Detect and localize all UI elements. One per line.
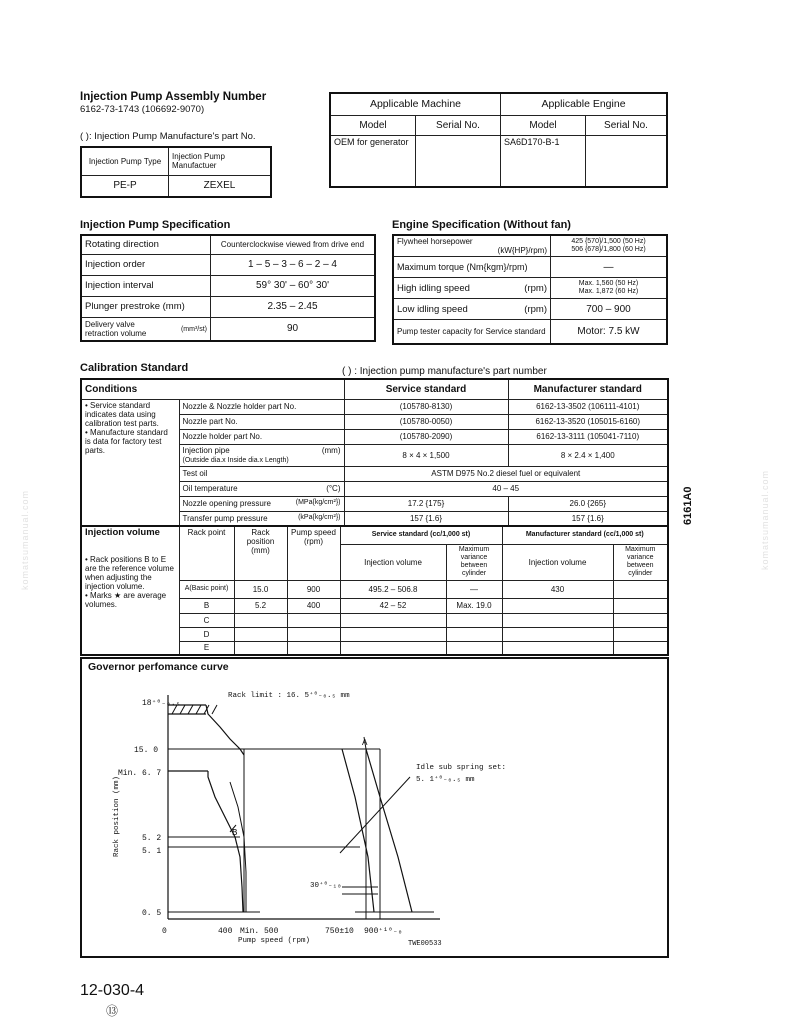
engine-serial-header: Serial No. xyxy=(586,115,668,135)
row-a-mfr-var xyxy=(613,580,668,598)
cond-mfr-3: 8 × 2.4 × 1,400 xyxy=(508,444,668,466)
slope-label: 30⁺⁰₋₁₀ xyxy=(310,882,342,890)
row-a-service: 495.2 – 506.8 xyxy=(340,580,446,598)
service-note: • Service standard indicates data using calibration test parts. xyxy=(85,400,159,428)
row-b-pos: 5.2 xyxy=(234,598,287,613)
engine-spec-title: Engine Specification (Without fan) xyxy=(392,219,571,231)
cond-service-7: 157 {1.6} xyxy=(344,511,508,526)
delivery-value: 90 xyxy=(211,317,376,341)
y-axis-label: Rack position (mm) xyxy=(113,775,121,857)
x-axis-label: Pump speed (rpm) xyxy=(238,937,311,945)
cond-unit-6: (MPa{kg/cm²}) xyxy=(295,499,341,506)
y-tick-15: 15. 0 xyxy=(134,746,159,755)
cond-service-0: (105780-8130) xyxy=(344,399,508,414)
order-label: Injection order xyxy=(81,254,211,275)
y-tick-5-1: 5. 1 xyxy=(142,847,162,856)
pump-mfr-header: Injection Pump Manufactuer xyxy=(169,147,272,175)
mfr-inj-header: Injection volume xyxy=(502,544,613,580)
y-tick-6-7: Min. 6. 7 xyxy=(118,769,162,778)
interval-label: Injection interval xyxy=(81,275,211,296)
row-a-pos: 15.0 xyxy=(234,580,287,598)
tester-value: Motor: 7.5 kW xyxy=(551,320,668,344)
calibration-table xyxy=(80,378,669,527)
cond-unit-5: (°C) xyxy=(326,484,341,493)
pump-speed-header: Pump speed (rpm) xyxy=(287,526,340,580)
pump-mfr-value: ZEXEL xyxy=(169,175,272,197)
flywheel-label: Flywheel horsepower xyxy=(397,237,473,246)
watermark-right: komatsumanual.com xyxy=(760,469,770,570)
rack-limit-label: Rack limit : 16. 5⁺⁰₋₀.₅ mm xyxy=(228,692,350,700)
flywheel-value-50: 425 {570}/1,500 (50 Hz) xyxy=(571,238,646,245)
assembly-title: Injection Pump Assembly Number xyxy=(80,91,267,103)
cond-service-6: 17.2 {175} xyxy=(344,496,508,511)
conditions-header: Conditions xyxy=(81,379,344,399)
watermark-left: komatsumanual.com xyxy=(20,489,30,590)
side-code: 6161A0 xyxy=(682,486,694,525)
tester-label: Pump tester capacity for Service standard xyxy=(393,320,551,344)
x-tick-750: 750±10 xyxy=(325,927,354,936)
cond-mfr-0: 6162-13-3502 (106111-4101) xyxy=(508,399,668,414)
cond-label-6: Nozzle opening pressure xyxy=(182,499,271,508)
row-b-service: 42 – 52 xyxy=(340,598,446,613)
idle-label: Idle sub spring set: xyxy=(416,764,507,772)
calibration-title: Calibration Standard xyxy=(80,362,189,374)
cond-label-1: Nozzle part No. xyxy=(179,414,344,429)
machine-model-value: OEM for generator xyxy=(330,135,416,187)
injection-volume-table xyxy=(80,525,669,656)
x-tick-400: 400 xyxy=(218,927,233,936)
cond-service-3: 8 × 4 × 1,500 xyxy=(344,444,508,466)
cond-label-5: Oil temperature xyxy=(182,484,238,493)
row-b-point: B xyxy=(179,598,234,613)
calibration-note: ( ) : Injection pump manufacture's part number xyxy=(342,366,547,377)
row-b-mfr xyxy=(502,598,613,613)
delivery-unit: (mm³/st) xyxy=(180,325,207,333)
mfr-note: • Manufacture standard is data for factory test parts. xyxy=(85,427,168,455)
rack-note: • Rack positions B to E are the reference volume when adjusting the injection volume. xyxy=(85,555,174,591)
low-idle-label: Low idling speed xyxy=(397,303,468,315)
torque-value: — xyxy=(551,257,668,278)
cond-both-5: 40 – 45 xyxy=(344,481,668,496)
service-var-header: Maximum variance between cylinder xyxy=(446,544,502,580)
interval-value: 59° 30' – 60° 30' xyxy=(211,275,376,296)
part-no-note: ( ): Injection Pump Manufacture's part No. xyxy=(80,131,256,142)
high-idle-label: High idling speed xyxy=(397,282,470,294)
cond-service-2: (105780-2090) xyxy=(344,429,508,444)
delivery-label: Delivery valve retraction volume xyxy=(85,319,147,338)
x-tick-900: 900⁺¹⁰₋₀ xyxy=(364,927,403,936)
idle-value: 5. 1⁺⁰₋₀.₅ mm xyxy=(416,776,475,784)
assembly-number: 6162-73-1743 (106692-9070) xyxy=(80,104,205,115)
cond-mfr-7: 157 {1.6} xyxy=(508,511,668,526)
page-number: 12-030-4 xyxy=(80,982,145,999)
engine-spec-table xyxy=(392,234,668,345)
service-std-header: Service standard xyxy=(344,379,508,399)
figure-code: TWE00533 xyxy=(408,940,442,948)
row-d-point: D xyxy=(179,627,234,641)
prestroke-value: 2.35 – 2.45 xyxy=(211,296,376,317)
injection-volume-title: Injection volume xyxy=(85,527,160,538)
row-e-point: E xyxy=(179,641,234,655)
row-a-point: A(Basic point) xyxy=(179,580,234,598)
cond-service-1: (105780-0050) xyxy=(344,414,508,429)
flywheel-unit: (kW{HP}/rpm) xyxy=(497,246,547,255)
prestroke-label: Plunger prestroke (mm) xyxy=(81,296,211,317)
pump-type-value: PE-P xyxy=(81,175,169,197)
rack-point-header: Rack point xyxy=(179,526,234,580)
cond-label-4: Test oil xyxy=(179,466,344,481)
y-tick-18: 18⁺⁰₋₀.₅ xyxy=(142,699,181,708)
row-a-mfr: 430 xyxy=(502,580,613,598)
pump-type-header: Injection Pump Type xyxy=(81,147,169,175)
point-b-label: B xyxy=(232,828,238,838)
x-tick-500: Min. 500 xyxy=(240,927,279,936)
machine-model-header: Model xyxy=(330,115,416,135)
point-a-label: A xyxy=(362,738,368,748)
flywheel-value-60: 506 {678}/1,800 (60 Hz) xyxy=(571,246,646,253)
rotating-value: Counterclockwise viewed from drive end xyxy=(211,235,376,254)
machine-serial-header: Serial No. xyxy=(416,115,501,135)
cond-both-4: ASTM D975 No.2 diesel fuel or equivalent xyxy=(344,466,668,481)
mfr-var-header: Maximum variance between cylinder xyxy=(613,544,668,580)
row-a-service-var: — xyxy=(446,580,502,598)
cond-label-0: Nozzle & Nozzle holder part No. xyxy=(179,399,344,414)
row-b-speed: 400 xyxy=(287,598,340,613)
governor-curve xyxy=(80,657,669,957)
service-volume-header: Service standard (cc/1,000 st) xyxy=(340,526,502,544)
cond-mfr-6: 26.0 {265} xyxy=(508,496,668,511)
applicable-engine-header: Applicable Engine xyxy=(501,93,668,115)
pump-type-table xyxy=(80,146,272,198)
rack-position-header: Rack position (mm) xyxy=(234,526,287,580)
cond-mfr-1: 6162-13-3520 (105015-6160) xyxy=(508,414,668,429)
cond-unit-3: (mm) xyxy=(321,445,341,455)
torque-label: Maximum torque (Nm{kgm}/rpm) xyxy=(393,257,551,278)
cond-label-2: Nozzle holder part No. xyxy=(179,429,344,444)
row-b-service-var: Max. 19.0 xyxy=(446,598,502,613)
cond-unit-7: (kPa{kg/cm²}) xyxy=(298,513,341,521)
y-tick-5-2: 5. 2 xyxy=(142,834,162,843)
mfr-std-header: Manufacturer standard xyxy=(508,379,668,399)
cond-label-7: Transfer pump pressure xyxy=(182,513,268,523)
cond-label-3: Injection pipe xyxy=(182,445,230,455)
cond-mfr-2: 6162-13-3111 (105041-7110) xyxy=(508,429,668,444)
engine-model-value: SA6D170-B-1 xyxy=(501,135,586,187)
low-idle-unit: (rpm) xyxy=(524,303,547,315)
applicable-machine-header: Applicable Machine xyxy=(330,93,501,115)
revision-mark: ⑬ xyxy=(106,1004,119,1018)
order-value: 1 – 5 – 3 – 6 – 2 – 4 xyxy=(211,254,376,275)
row-a-speed: 900 xyxy=(287,580,340,598)
applicable-table xyxy=(329,92,668,188)
cond-sub-3: (Outside dia.x Inside dia.x Length) xyxy=(182,456,289,464)
high-idle-50: Max. 1,560 (50 Hz) xyxy=(578,280,639,287)
row-c-point: C xyxy=(179,613,234,627)
engine-model-header: Model xyxy=(501,115,586,135)
average-note: • Marks ★ are average volumes. xyxy=(85,591,167,609)
high-idle-unit: (rpm) xyxy=(524,282,547,294)
low-idle-value: 700 – 900 xyxy=(551,299,668,320)
x-tick-0: 0 xyxy=(162,927,167,936)
mfr-volume-header: Manufacturer standard (cc/1,000 st) xyxy=(502,526,668,544)
row-b-mfr-var xyxy=(613,598,668,613)
pump-spec-table xyxy=(80,234,376,342)
governor-title: Governor perfomance curve xyxy=(88,661,229,673)
high-idle-60: Max. 1,872 (60 Hz) xyxy=(578,288,639,295)
pump-spec-title: Injection Pump Specification xyxy=(80,219,231,231)
y-tick-0-5: 0. 5 xyxy=(142,909,162,918)
rotating-label: Rotating direction xyxy=(81,235,211,254)
service-inj-header: Injection volume xyxy=(340,544,446,580)
